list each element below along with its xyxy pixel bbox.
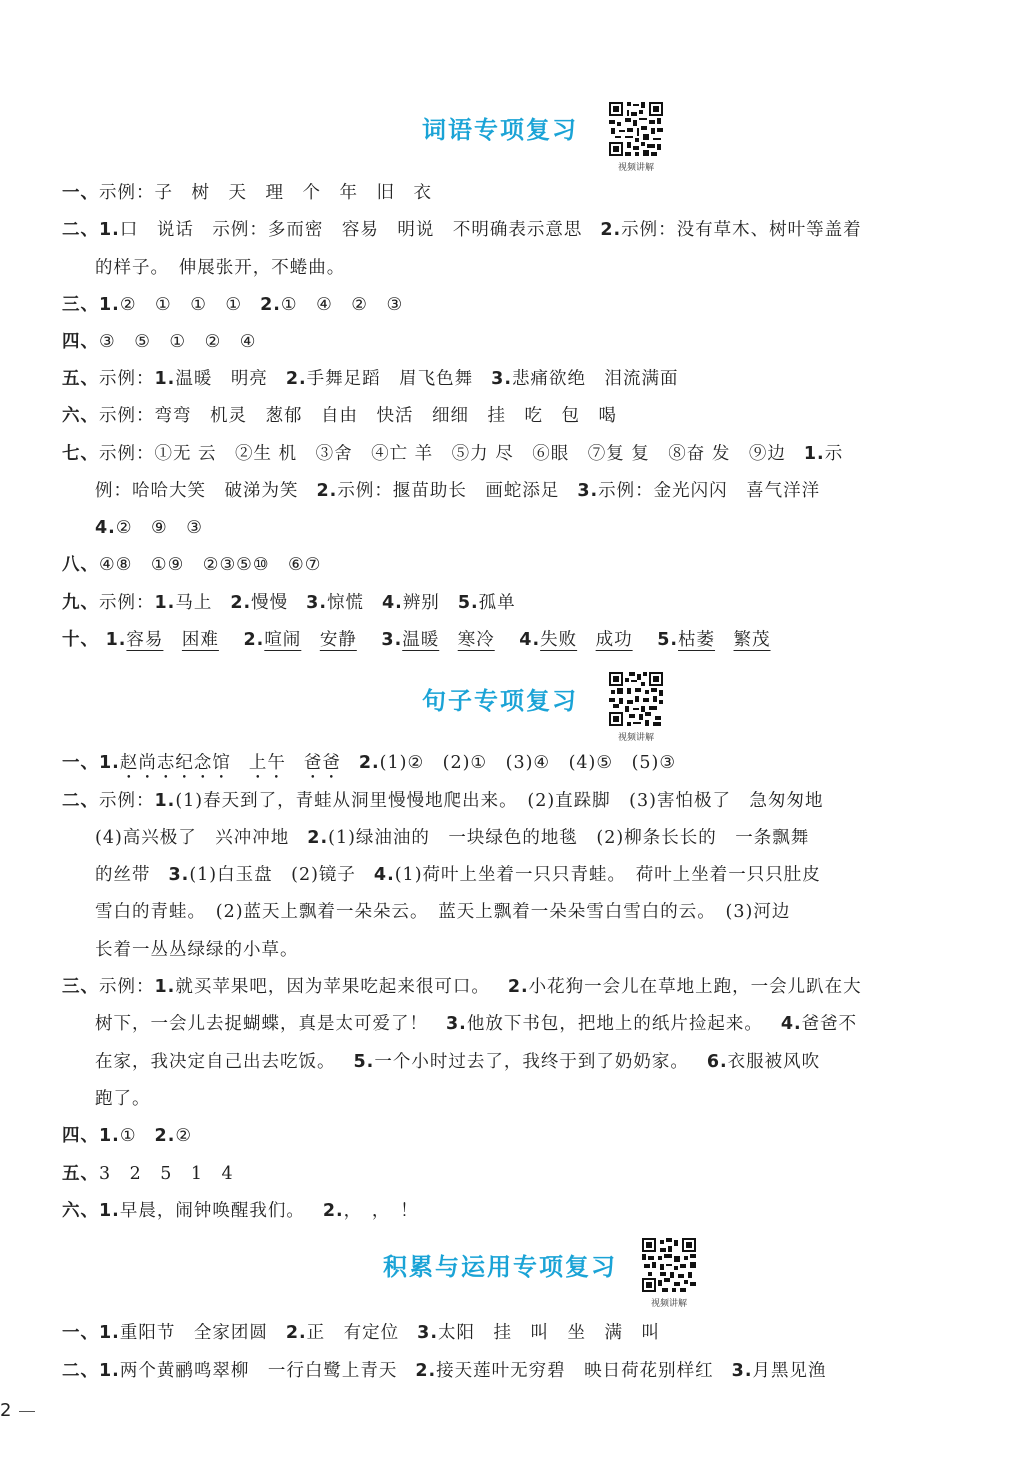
- qr-caption: 视频讲解: [617, 163, 654, 173]
- words-line-3: 的样子。 伸展张开，不蜷曲。: [95, 258, 346, 278]
- qr-caption: 视频讲解: [617, 733, 654, 743]
- sentences-line-12: 五、3 2 5 1 4: [62, 1164, 234, 1184]
- section-title-usage: 积累与运用专项复习: [383, 1253, 617, 1281]
- words-line-5: 四、③ ⑤ ① ② ④: [62, 332, 257, 352]
- sentences-line-7: 三、示例：1.就买苹果吧，因为苹果吃起来很可口。 2.小花狗一会儿在草地上跑，一会儿趴在大: [62, 977, 862, 997]
- sentences-line-1: 一、1.赵尚志纪念馆 上午 爸爸 2.(1)② (2)① (3)④ (4)⑤ (5)③: [62, 753, 677, 773]
- sentences-line-2: 二、示例：1.(1)春天到了，青蛙从洞里慢慢地爬出来。 (2)直跺脚 (3)害怕极了 急匆匆地: [62, 791, 824, 811]
- page-number-dash: [19, 1411, 35, 1412]
- sentences-line-5: 雪白的青蛙。 (2)蓝天上飘着一朵朵云。 蓝天上飘着一朵朵雪白雪白的云。 (3)河边: [95, 902, 791, 922]
- words-line-9: 例：哈哈大笑 破涕为笑 2.示例：揠苗助长 画蛇添足 3.示例：金光闪闪 喜气洋洋: [95, 481, 821, 501]
- sentences-line-4: 的丝带 3.(1)白玉盘 (2)镜子 4.(1)荷叶上坐着一只只青蛙。 荷叶上坐着一只只肚皮: [95, 865, 821, 885]
- qr-code-usage[interactable]: [640, 1236, 698, 1309]
- sentences-line-8: 树下，一会儿去捉蝴蝶，真是太可爱了！ 3.他放下书包，把地上的纸片捡起来。 4.爸爸不: [95, 1014, 858, 1034]
- words-line-2: 二、1.口 说话 示例：多而密 容易 明说 不明确表示意思 2.示例：没有草木、树叶等盖着: [62, 220, 862, 240]
- section-title-words: 词语专项复习: [422, 116, 578, 144]
- qr-code-icon: [640, 1236, 698, 1294]
- words-line-4: 三、1.② ① ① ① 2.① ④ ② ③: [62, 295, 404, 315]
- page-number: [0, 1400, 35, 1421]
- sentences-line-6: 长着一丛丛绿绿的小草。: [95, 940, 299, 960]
- words-line-1: 一、示例：子 树 天 理 个 年 旧 衣: [62, 183, 432, 203]
- sentences-line-9: 在家，我决定自己出去吃饭。 5.一个小时过去了，我终于到了奶奶家。 6.衣服被风吹: [95, 1052, 821, 1072]
- words-line-11: 八、④⑧ ①⑨ ②③⑤⑩ ⑥⑦: [62, 555, 322, 575]
- qr-code-icon: [607, 670, 665, 728]
- qr-caption: 视频讲解: [650, 1299, 687, 1309]
- qr-code-sentences[interactable]: [607, 670, 665, 743]
- usage-line-2: 二、1.两个黄鹂鸣翠柳 一行白鹭上青天 2.接天莲叶无穷碧 映日荷花别样红 3.月黑见渔: [62, 1361, 827, 1381]
- words-line-10: 4.② ⑨ ③: [95, 518, 203, 538]
- words-line-12: 九、示例：1.马上 2.慢慢 3.惊慌 4.辨别 5.孤单: [62, 593, 516, 613]
- sentences-line-3: (4)高兴极了 兴冲冲地 2.(1)绿油油的 一块绿色的地毯 (2)柳条长长的 一条飘舞: [95, 828, 810, 848]
- sentences-line-11: 四、1.① 2.②: [62, 1126, 193, 1146]
- usage-line-1: 一、1.重阳节 全家团圆 2.正 有定位 3.太阳 挂 叫 坐 满 叫: [62, 1323, 660, 1343]
- words-line-8: 七、示例：①无 云 ②生 机 ③舍 ④亡 羊 ⑤力 尽 ⑥眼 ⑦复 复 ⑧奋 发 ⑨边 1.示: [62, 444, 844, 464]
- words-line-7: 六、示例：弯弯 机灵 葱郁 自由 快活 细细 挂 吃 包 喝: [62, 406, 617, 426]
- page-number-text: 2: [0, 1400, 12, 1421]
- words-line-6: 五、示例：1.温暖 明亮 2.手舞足蹈 眉飞色舞 3.悲痛欲绝 泪流满面: [62, 369, 679, 389]
- qr-code-icon: [607, 100, 665, 158]
- words-line-13: 十、 1.容易 困难 2.喧闹 安静 3.温暖 寒冷 4.失败 成功 5.枯萎 繁茂: [62, 630, 771, 650]
- section-title-sentences: 句子专项复习: [422, 687, 578, 715]
- sentences-line-13: 六、1.早晨，闹钟唤醒我们。 2.， ， ！: [62, 1201, 419, 1221]
- sentences-line-10: 跑了。: [95, 1089, 151, 1109]
- qr-code-words[interactable]: [607, 100, 665, 173]
